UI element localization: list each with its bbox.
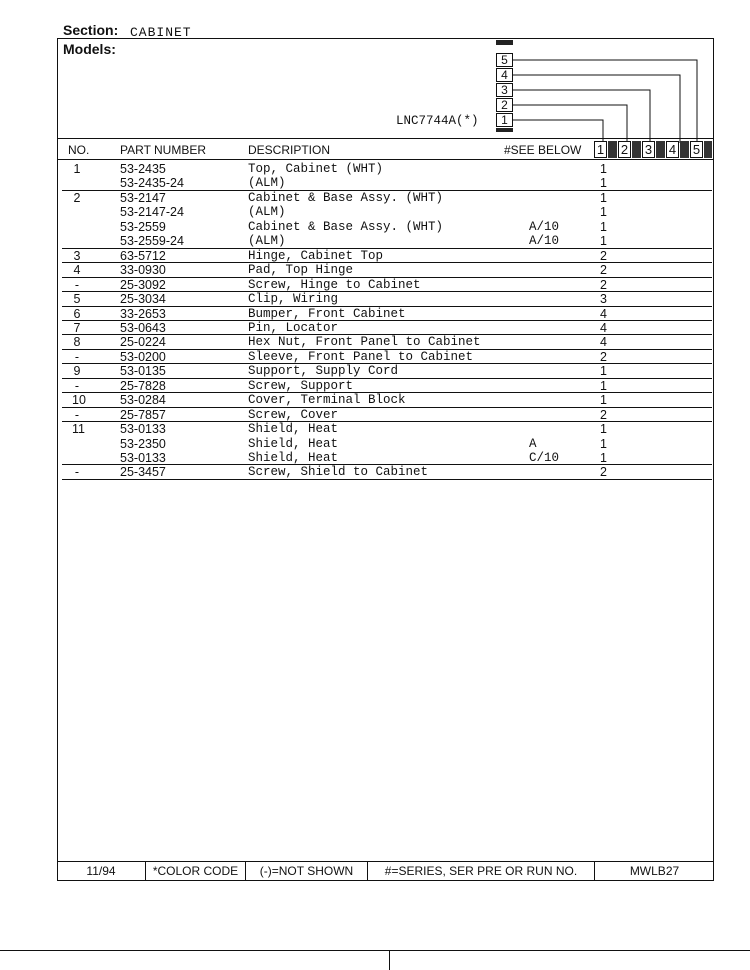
part-index: 9 bbox=[73, 364, 81, 379]
part-description: Pin, Locator bbox=[248, 320, 339, 335]
see-below-code: A/10 bbox=[529, 219, 560, 234]
quantity: 1 bbox=[600, 451, 607, 465]
section-value: CABINET bbox=[130, 25, 192, 40]
part-index: 7 bbox=[73, 320, 81, 335]
part-index: 6 bbox=[73, 306, 81, 321]
row-separator bbox=[62, 479, 712, 480]
quantity: 2 bbox=[600, 277, 607, 292]
part-number: 25-0224 bbox=[120, 335, 166, 350]
header-rule-top bbox=[57, 138, 714, 139]
part-number: 25-7828 bbox=[120, 378, 166, 393]
part-description: Screw, Shield to Cabinet bbox=[248, 465, 429, 480]
part-description: (ALM) bbox=[248, 176, 286, 191]
part-index: - bbox=[74, 378, 80, 393]
quantity: 2 bbox=[600, 263, 607, 278]
quantity: 1 bbox=[600, 422, 607, 437]
quantity: 1 bbox=[600, 205, 607, 220]
part-number: 53-0135 bbox=[120, 364, 166, 379]
part-description: Sleeve, Front Panel to Cabinet bbox=[248, 349, 474, 364]
part-number: 25-7857 bbox=[120, 407, 166, 422]
page-bottom-rule bbox=[0, 950, 750, 951]
quantity: 1 bbox=[600, 219, 607, 234]
series-col-sep-2 bbox=[632, 141, 641, 158]
col-description: DESCRIPTION bbox=[248, 143, 331, 157]
part-index: 8 bbox=[73, 335, 81, 350]
part-description: Clip, Wiring bbox=[248, 292, 339, 307]
see-below-code: A/10 bbox=[529, 234, 560, 249]
part-index: - bbox=[74, 277, 80, 292]
part-number: 53-2435-24 bbox=[120, 176, 184, 191]
part-index: 3 bbox=[73, 248, 81, 263]
part-number: 25-3092 bbox=[120, 277, 166, 292]
part-number: 53-2559-24 bbox=[120, 234, 184, 249]
col-see-below: #SEE BELOW bbox=[504, 143, 582, 157]
header-rule-bottom bbox=[57, 159, 714, 160]
part-number: 53-0133 bbox=[120, 422, 166, 437]
part-index: - bbox=[74, 349, 80, 364]
part-description: Support, Supply Cord bbox=[248, 364, 399, 379]
part-description: Hex Nut, Front Panel to Cabinet bbox=[248, 335, 481, 350]
series-box-1: 1 bbox=[496, 113, 513, 127]
series-box-2: 2 bbox=[496, 98, 513, 112]
part-description: Cabinet & Base Assy. (WHT) bbox=[248, 219, 444, 234]
part-description: (ALM) bbox=[248, 234, 286, 249]
part-number: 25-3034 bbox=[120, 292, 166, 307]
footer-color-code: *COLOR CODE bbox=[152, 864, 239, 878]
quantity: 4 bbox=[600, 320, 607, 335]
footer-series-legend: #=SERIES, SER PRE OR RUN NO. bbox=[384, 864, 578, 878]
series-box-4: 4 bbox=[496, 68, 513, 82]
quantity: 1 bbox=[600, 378, 607, 393]
quantity: 2 bbox=[600, 349, 607, 364]
part-number: 63-5712 bbox=[120, 248, 166, 263]
quantity: 1 bbox=[600, 162, 607, 176]
part-number: 53-2435 bbox=[120, 162, 166, 176]
part-number: 53-2350 bbox=[120, 436, 166, 451]
series-col-2: 2 bbox=[618, 141, 631, 158]
quantity: 4 bbox=[600, 335, 607, 350]
part-description: Pad, Top Hinge bbox=[248, 263, 354, 278]
footer-page-code: MWLB27 bbox=[629, 864, 680, 878]
footer-date: 11/94 bbox=[86, 864, 116, 878]
part-number: 53-2147-24 bbox=[120, 205, 184, 220]
part-index: 1 bbox=[73, 162, 81, 176]
quantity: 4 bbox=[600, 306, 607, 321]
part-index: 11 bbox=[72, 422, 85, 437]
part-description: (ALM) bbox=[248, 205, 286, 220]
part-number: 53-0284 bbox=[120, 393, 166, 408]
model-number: LNC7744A(*) bbox=[396, 114, 479, 128]
part-index: 4 bbox=[73, 263, 81, 278]
col-no: NO. bbox=[68, 143, 90, 157]
part-description: Shield, Heat bbox=[248, 436, 339, 451]
part-description: Cabinet & Base Assy. (WHT) bbox=[248, 190, 444, 205]
part-index: - bbox=[74, 407, 80, 422]
part-number: 33-0930 bbox=[120, 263, 166, 278]
series-col-sep-5 bbox=[704, 141, 712, 158]
part-number: 33-2653 bbox=[120, 306, 166, 321]
series-col-5: 5 bbox=[690, 141, 703, 158]
part-description: Hinge, Cabinet Top bbox=[248, 248, 384, 263]
series-col-1: 1 bbox=[594, 141, 607, 158]
footer-not-shown: (-)=NOT SHOWN bbox=[259, 864, 354, 878]
part-index: 5 bbox=[73, 292, 81, 307]
series-col-4: 4 bbox=[666, 141, 679, 158]
part-number: 53-0133 bbox=[120, 451, 166, 465]
part-index: 10 bbox=[72, 393, 86, 408]
quantity: 1 bbox=[600, 393, 607, 408]
part-description: Shield, Heat bbox=[248, 451, 339, 465]
part-number: 25-3457 bbox=[120, 465, 166, 480]
part-description: Screw, Support bbox=[248, 378, 354, 393]
quantity: 3 bbox=[600, 292, 607, 307]
models-label: Models: bbox=[63, 41, 116, 57]
part-description: Shield, Heat bbox=[248, 422, 339, 437]
series-box-3: 3 bbox=[496, 83, 513, 97]
series-col-sep-1 bbox=[608, 141, 617, 158]
part-number: 53-0643 bbox=[120, 320, 166, 335]
series-col-sep-3 bbox=[656, 141, 665, 158]
page-bottom-tick bbox=[389, 950, 390, 970]
part-description: Screw, Cover bbox=[248, 407, 339, 422]
quantity: 1 bbox=[600, 436, 607, 451]
see-below-code: A bbox=[529, 436, 537, 451]
part-description: Screw, Hinge to Cabinet bbox=[248, 277, 421, 292]
quantity: 2 bbox=[600, 248, 607, 263]
quantity: 2 bbox=[600, 465, 607, 480]
quantity: 2 bbox=[600, 407, 607, 422]
see-below-code: C/10 bbox=[529, 451, 560, 465]
section-label: Section: bbox=[63, 22, 119, 38]
part-description: Bumper, Front Cabinet bbox=[248, 306, 406, 321]
part-index: 2 bbox=[73, 190, 81, 205]
part-number: 53-2559 bbox=[120, 219, 166, 234]
part-number: 53-0200 bbox=[120, 349, 166, 364]
series-col-3: 3 bbox=[642, 141, 655, 158]
part-description: Cover, Terminal Block bbox=[248, 393, 406, 408]
part-description: Top, Cabinet (WHT) bbox=[248, 162, 384, 176]
part-number: 53-2147 bbox=[120, 190, 166, 205]
quantity: 1 bbox=[600, 364, 607, 379]
series-connectors bbox=[0, 0, 750, 160]
quantity: 1 bbox=[600, 234, 607, 249]
series-col-sep-4 bbox=[680, 141, 689, 158]
quantity: 1 bbox=[600, 190, 607, 205]
col-part-number: PART NUMBER bbox=[120, 143, 207, 157]
part-index: - bbox=[74, 465, 80, 480]
quantity: 1 bbox=[600, 176, 607, 191]
series-box-5: 5 bbox=[496, 53, 513, 67]
